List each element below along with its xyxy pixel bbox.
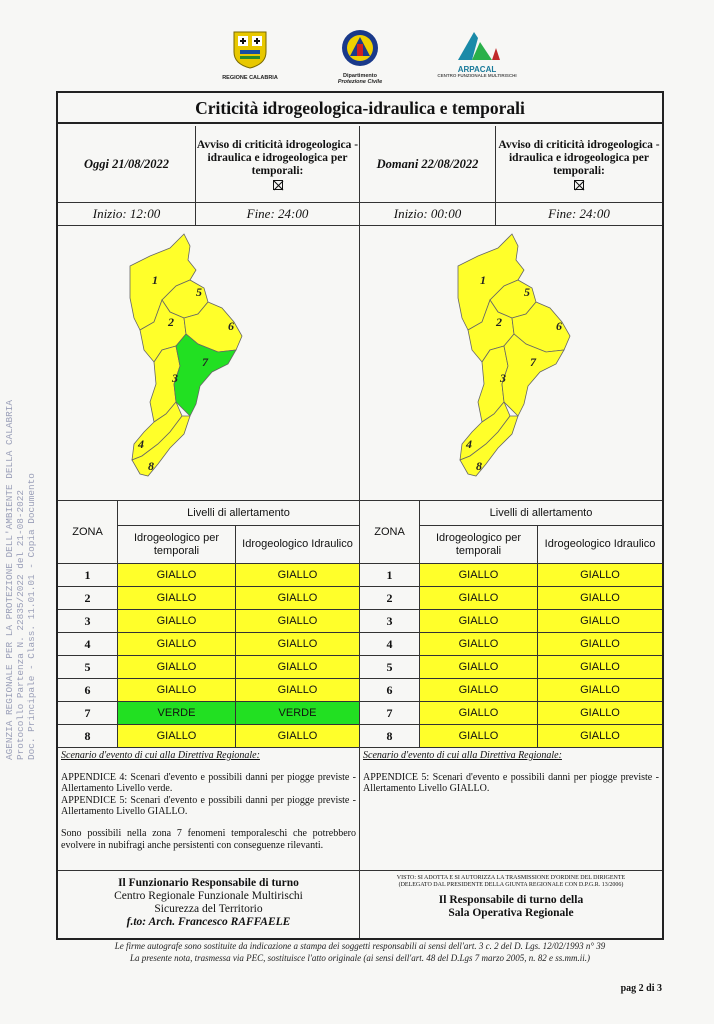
today-avviso-checkbox	[273, 180, 283, 190]
today-avviso-cell	[196, 126, 360, 203]
protezione-civile-caption-1: Dipartimento	[343, 73, 377, 79]
tomorrow-avviso-cell	[496, 126, 662, 203]
signature-left-line1: Il Funzionario Responsabile di turno	[118, 877, 299, 889]
table-row-idraulico-level: VERDE	[236, 702, 360, 725]
table-row-temporali-level: GIALLO	[118, 587, 236, 610]
today-scenario	[58, 748, 360, 871]
map-label-1: 1	[480, 273, 486, 287]
table-row-idraulico-level: GIALLO	[236, 725, 360, 748]
table-row-zona: 8	[58, 725, 118, 748]
arpacal-caption: CENTRO FUNZIONALE MULTIRISCHI	[437, 73, 517, 78]
table-row-idraulico-level: GIALLO	[538, 633, 662, 656]
signature-left-line3: Sicurezza del Territorio	[154, 903, 263, 915]
table-row-temporali-level: GIALLO	[118, 725, 236, 748]
today-livelli-header: Livelli di allertamento	[118, 501, 360, 526]
table-row-idraulico-level: GIALLO	[538, 702, 662, 725]
footnote	[60, 940, 660, 964]
arpacal-logo	[432, 28, 522, 79]
table-row-zona: 1	[58, 564, 118, 587]
protezione-civile-caption-2: Protezione Civile	[337, 79, 383, 85]
table-row-zona: 6	[360, 679, 420, 702]
stamp-line-1: AGENZIA REGIONALE PER LA PROTEZIONE DELL'AMBIENTE DELLA CALABRIA	[4, 399, 15, 760]
table-row-temporali-level: GIALLO	[118, 656, 236, 679]
table-row-idraulico-level: GIALLO	[538, 679, 662, 702]
today-col-temporali-header: Idrogeologico per temporali	[118, 526, 236, 564]
table-row-idraulico-level: GIALLO	[538, 725, 662, 748]
stamp-line-2: Protocollo Partenza N. 22835/2022 del 21-08-2022	[15, 489, 26, 760]
table-row-idraulico-level: GIALLO	[236, 656, 360, 679]
today-col-idraulico-header: Idrogeologico Idraulico	[236, 526, 360, 564]
page-number: pag 2 di 3	[620, 983, 662, 994]
table-row-zona: 4	[360, 633, 420, 656]
table-row-zona: 8	[360, 725, 420, 748]
table-row-idraulico-level: GIALLO	[538, 564, 662, 587]
table-row-temporali-level: GIALLO	[420, 679, 538, 702]
stamp-line-3: Doc. Principale - Class. 11.01.01 - Copia Documento	[26, 473, 37, 760]
footnote-line2: La presente nota, trasmessa via PEC, sostituisce l'atto originale (ai sensi dell'art. 48 del D.Lgs 7 marzo 2005, n. 82 e ss.mm.ii.)	[129, 953, 590, 963]
bulletin-frame	[56, 91, 664, 940]
signature-left	[58, 871, 360, 938]
tomorrow-map-cell	[360, 226, 662, 501]
table-row-zona: 6	[58, 679, 118, 702]
table-row-temporali-level: GIALLO	[118, 610, 236, 633]
tomorrow-col-idraulico-header: Idrogeologico Idraulico	[538, 526, 662, 564]
table-row-temporali-level: GIALLO	[420, 656, 538, 679]
table-row-zona: 7	[360, 702, 420, 725]
map-label-6: 6	[556, 319, 562, 333]
regione-calabria-logo	[220, 28, 280, 81]
today-fine: Fine: 24:00	[196, 203, 360, 226]
map-label-3: 3	[172, 371, 178, 385]
protocol-stamp-text	[4, 400, 37, 760]
signature-right-line1: Il Responsabile di turno della	[438, 894, 584, 906]
map-label-4: 4	[466, 437, 472, 451]
table-row-zona: 2	[360, 587, 420, 610]
table-row-temporali-level: GIALLO	[420, 587, 538, 610]
today-scenario-heading: Scenario d'evento di cui alla Direttiva Regionale:	[61, 750, 260, 761]
map-label-1: 1	[152, 273, 158, 287]
tomorrow-fine: Fine: 24:00	[496, 203, 662, 226]
table-row-idraulico-level: GIALLO	[538, 610, 662, 633]
signature-right	[360, 871, 662, 938]
map-label-2: 2	[496, 315, 502, 329]
table-row-idraulico-level: GIALLO	[236, 564, 360, 587]
table-row-temporali-level: GIALLO	[118, 564, 236, 587]
tomorrow-scenario	[360, 748, 662, 871]
signature-left-line2: Centro Regionale Funzionale Multirischi	[114, 890, 303, 902]
tomorrow-calabria-map	[360, 226, 660, 500]
map-label-7: 7	[530, 355, 536, 369]
header-logos	[200, 28, 540, 94]
table-row-idraulico-level: GIALLO	[236, 610, 360, 633]
today-scenario-p2: APPENDICE 5: Scenari d'evento e possibili danni per piogge previste - Allertamento Livello GIALLO.	[61, 794, 356, 818]
table-row-temporali-level: GIALLO	[118, 679, 236, 702]
table-row-temporali-level: GIALLO	[118, 633, 236, 656]
tomorrow-inizio: Inizio: 00:00	[360, 203, 496, 226]
map-label-8: 8	[476, 459, 482, 473]
signature-right-small2: (DELEGATO DAL PRESIDENTE DELLA GIUNTA REGIONALE CON D.P.G.R. 13/2006)	[398, 882, 624, 888]
table-row-temporali-level: GIALLO	[420, 633, 538, 656]
today-scenario-p1: APPENDICE 4: Scenari d'evento e possibili danni per piogge previste - Allertamento Livello verde.	[61, 771, 356, 795]
today-scenario-p3: Sono possibili nella zona 7 fenomeni temporaleschi che potrebbero evolvere in nubifragi anche persistenti con conseguenze rilevanti.	[61, 827, 356, 851]
today-map-cell	[58, 226, 360, 501]
table-row-temporali-level: GIALLO	[420, 610, 538, 633]
table-row-idraulico-level: GIALLO	[236, 679, 360, 702]
table-row-idraulico-level: GIALLO	[538, 656, 662, 679]
today-calabria-map	[58, 226, 358, 500]
arpacal-name: ARPACAL	[457, 65, 497, 74]
table-row-zona: 5	[360, 656, 420, 679]
signature-right-small1: VISTO: SI ADOTTA E SI AUTORIZZA LA TRASMISSIONE D'ORDINE DEL DIRIGENTE	[396, 875, 626, 881]
table-row-temporali-level: GIALLO	[420, 725, 538, 748]
table-row-zona: 1	[360, 564, 420, 587]
tomorrow-avviso-text: Avviso di criticità idrogeologica - idraulica e idrogeologica per temporali:	[498, 138, 660, 177]
table-row-idraulico-level: GIALLO	[236, 633, 360, 656]
today-inizio: Inizio: 12:00	[58, 203, 196, 226]
today-avviso-text: Avviso di criticità idrogeologica - idraulica e idrogeologica per temporali:	[196, 138, 359, 177]
table-row-zona: 5	[58, 656, 118, 679]
table-row-zona: 4	[58, 633, 118, 656]
signature-right-line2: Sala Operativa Regionale	[448, 907, 574, 919]
table-row-zona: 7	[58, 702, 118, 725]
map-label-3: 3	[500, 371, 506, 385]
tomorrow-scenario-p1: APPENDICE 5: Scenari d'evento e possibili danni per piogge previste - Allertamento Livello GIALLO.	[363, 771, 659, 795]
table-row-zona: 2	[58, 587, 118, 610]
map-label-6: 6	[228, 319, 234, 333]
regione-calabria-caption: REGIONE CALABRIA	[222, 75, 278, 81]
table-row-zona: 3	[360, 610, 420, 633]
signature-left-line4: f.to: Arch. Francesco RAFFAELE	[126, 916, 291, 928]
map-label-4: 4	[138, 437, 144, 451]
footnote-line1: Le firme autografe sono sostituite da indicazione a stampa dei soggetti responsabili ai sensi dell'art. 3 c. 2 del D. Lgs. 12/02/1993 n° 39	[114, 941, 606, 951]
table-row-temporali-level: GIALLO	[420, 564, 538, 587]
today-zona-header: ZONA	[58, 501, 118, 564]
map-label-8: 8	[148, 459, 154, 473]
tomorrow-livelli-header: Livelli di allertamento	[420, 501, 662, 526]
protocol-stamp	[4, 290, 44, 760]
tomorrow-col-temporali-header: Idrogeologico per temporali	[420, 526, 538, 564]
map-label-7: 7	[202, 355, 208, 369]
tomorrow-date: Domani 22/08/2022	[360, 126, 496, 203]
table-row-zona: 3	[58, 610, 118, 633]
bulletin-title: Criticità idrogeologica-idraulica e temporali	[58, 93, 662, 124]
today-date: Oggi 21/08/2022	[58, 126, 196, 203]
tomorrow-scenario-heading: Scenario d'evento di cui alla Direttiva Regionale:	[363, 750, 562, 761]
protezione-civile-logo	[330, 28, 390, 85]
map-label-5: 5	[196, 285, 202, 299]
map-label-2: 2	[168, 315, 174, 329]
table-row-idraulico-level: GIALLO	[236, 587, 360, 610]
tomorrow-avviso-checkbox	[574, 180, 584, 190]
map-label-5: 5	[524, 285, 530, 299]
table-row-temporali-level: VERDE	[118, 702, 236, 725]
tomorrow-zona-header: ZONA	[360, 501, 420, 564]
table-row-idraulico-level: GIALLO	[538, 587, 662, 610]
table-row-temporali-level: GIALLO	[420, 702, 538, 725]
